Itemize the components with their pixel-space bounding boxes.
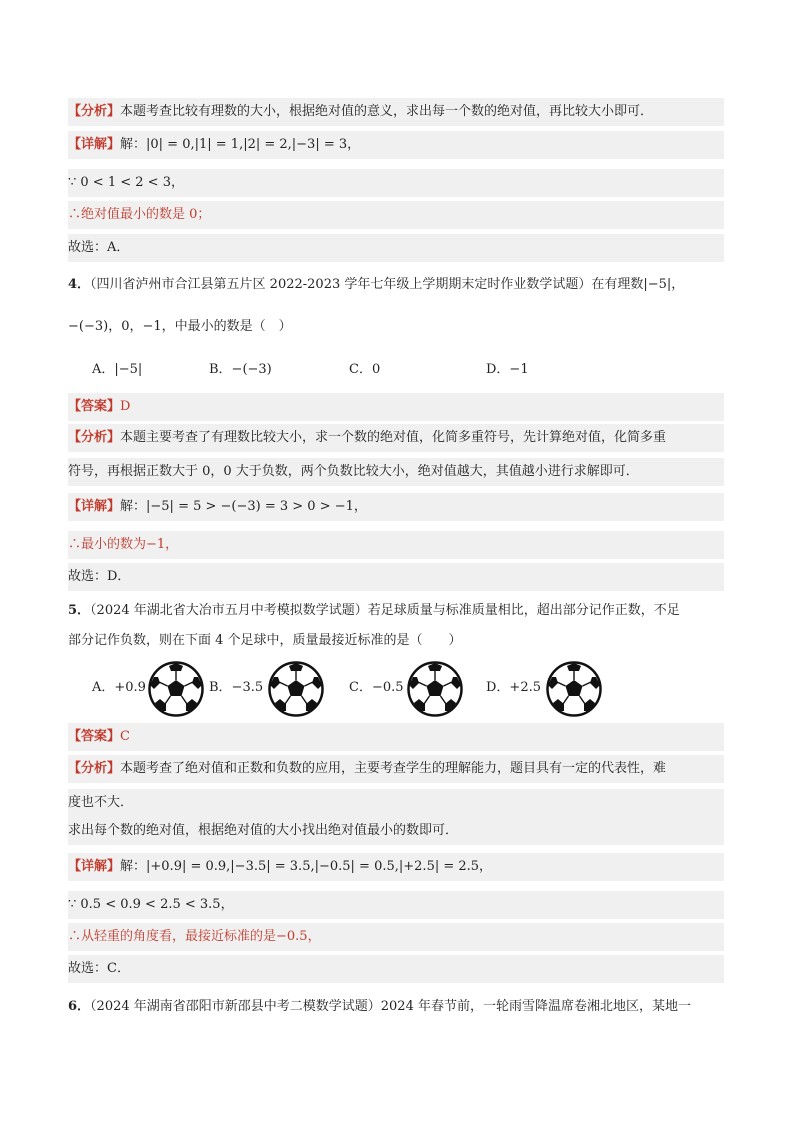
q4-analysis-line-1 bbox=[68, 424, 724, 452]
detail-tag: 【详解】 bbox=[68, 137, 121, 152]
analysis-tag: 【分析】 bbox=[68, 761, 121, 776]
s3-therefore-line bbox=[68, 201, 724, 229]
question-stem: 在有理数|−5|， bbox=[591, 277, 685, 292]
question-number: 6． bbox=[68, 999, 91, 1014]
analysis-text: 本题主要考查了有理数比较大小，求一个数的绝对值，化简多重符号，先计算绝对值，化简多重 bbox=[120, 430, 667, 445]
q4-stem-line-1 bbox=[68, 271, 724, 299]
q5-option-a: A．+0.9 bbox=[92, 680, 146, 695]
q5-detail-line bbox=[68, 853, 724, 881]
q5-option-d: D．+2.5 bbox=[486, 680, 541, 695]
q5-analysis-line-3 bbox=[68, 817, 724, 845]
question-stem: −(−3)，0，−1，中最小的数是（ ） bbox=[68, 319, 292, 334]
q4-analysis-line-2 bbox=[68, 458, 724, 486]
question-number: 4． bbox=[68, 277, 91, 292]
choose-text: 故选：D． bbox=[68, 569, 131, 584]
q5-answer-line bbox=[68, 723, 724, 751]
because-text: ∵ 0 < 1 < 2 < 3， bbox=[68, 175, 184, 190]
question-source: （2024 年湖北省大冶市五月中考模拟数学试题） bbox=[90, 603, 368, 618]
q5-therefore-line bbox=[68, 923, 724, 951]
soccer-ball-icon bbox=[546, 661, 602, 717]
q5-stem-line-1 bbox=[68, 597, 724, 625]
q4-therefore-line bbox=[68, 531, 724, 559]
answer-tag: 【答案】 bbox=[68, 729, 121, 744]
analysis-text: 本题考查比较有理数的大小，根据绝对值的意义，求出每一个数的绝对值，再比较大小即可． bbox=[120, 104, 654, 119]
question-number: 5． bbox=[68, 603, 91, 618]
detail-text: 解：|+0.9| = 0.9,|−3.5| = 3.5,|−0.5| = 0.5,|+2.5| = 2.5， bbox=[120, 859, 493, 874]
q4-detail-line bbox=[68, 493, 724, 521]
because-text: ∵ 0.5 < 0.9 < 2.5 < 3.5， bbox=[68, 897, 234, 912]
q4-option-c: C．0 bbox=[349, 362, 381, 377]
detail-tag: 【详解】 bbox=[68, 859, 121, 874]
analysis-tag: 【分析】 bbox=[68, 104, 121, 119]
q4-choose-line bbox=[68, 563, 724, 591]
question-stem: 2024 年春节前，一轮雨雪降温席卷湘北地区，某地一 bbox=[380, 999, 691, 1014]
s3-detail-line bbox=[68, 131, 724, 159]
q5-choose-line bbox=[68, 955, 724, 983]
therefore-text: ∴绝对值最小的数是 0； bbox=[68, 207, 211, 222]
therefore-text: ∴最小的数为−1， bbox=[68, 537, 179, 552]
q4-stem-line-2 bbox=[68, 313, 724, 341]
q4-option-d: D．−1 bbox=[486, 362, 529, 377]
soccer-ball-icon bbox=[407, 661, 463, 717]
q5-option-c: C．−0.5 bbox=[349, 680, 404, 695]
q6-stem-line-1 bbox=[68, 993, 724, 1021]
detail-text: 解：|0| = 0,|1| = 1,|2| = 2,|−3| = 3， bbox=[120, 137, 361, 152]
s3-because-line bbox=[68, 169, 724, 197]
choose-text: 故选：C． bbox=[68, 961, 130, 976]
analysis-text: 本题考查了绝对值和正数和负数的应用，主要考查学生的理解能力，题目具有一定的代表性，难 bbox=[120, 761, 667, 776]
soccer-ball-icon bbox=[268, 661, 324, 717]
q5-because-line bbox=[68, 891, 724, 919]
q5-stem-line-2 bbox=[68, 627, 724, 655]
q4-option-a: A．|−5| bbox=[92, 362, 143, 377]
answer-value: C bbox=[120, 729, 130, 744]
q5-option-b: B．−3.5 bbox=[209, 680, 264, 695]
q5-analysis-line-1 bbox=[68, 755, 724, 783]
soccer-ball-icon bbox=[148, 661, 204, 717]
question-stem: 若足球质量与标准质量相比，超出部分记作正数，不足 bbox=[367, 603, 680, 618]
analysis-text: 度也不大． bbox=[68, 795, 134, 810]
detail-tag: 【详解】 bbox=[68, 499, 121, 514]
choose-text: 故选：A． bbox=[68, 240, 130, 255]
analysis-text: 求出每个数的绝对值，根据绝对值的大小找出绝对值最小的数即可． bbox=[68, 823, 459, 838]
question-source: （四川省泸州市合江县第五片区 2022-2023 学年七年级上学期期末定时作业数学试题） bbox=[90, 277, 592, 292]
s3-choose-line bbox=[68, 234, 724, 262]
question-stem: 部分记作负数，则在下面 4 个足球中，质量最接近标准的是（ ） bbox=[68, 633, 462, 648]
question-source: （2024 年湖南省邵阳市新邵县中考二模数学试题） bbox=[90, 999, 381, 1014]
detail-text: 解：|−5| = 5 > −(−3) = 3 > 0 > −1， bbox=[120, 499, 367, 514]
q5-analysis-line-2 bbox=[68, 789, 724, 817]
analysis-tag: 【分析】 bbox=[68, 430, 121, 445]
s3-analysis-line bbox=[68, 98, 724, 126]
analysis-text: 符号，再根据正数大于 0，0 大于负数，两个负数比较大小，绝对值越大，其值越小进行求解即可． bbox=[68, 464, 639, 479]
q4-option-b: B．−(−3) bbox=[209, 362, 272, 377]
answer-tag: 【答案】 bbox=[68, 399, 121, 414]
answer-value: D bbox=[120, 399, 131, 414]
q4-answer-line bbox=[68, 393, 724, 421]
therefore-text: ∴从轻重的角度看，最接近标准的是−0.5， bbox=[68, 929, 321, 944]
